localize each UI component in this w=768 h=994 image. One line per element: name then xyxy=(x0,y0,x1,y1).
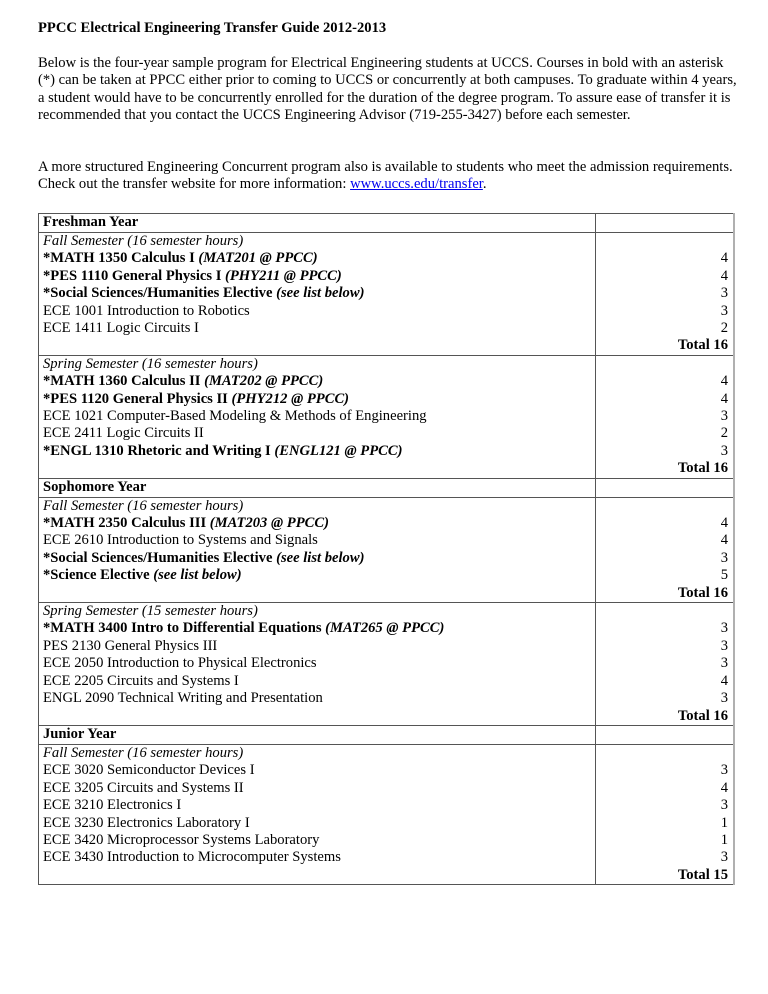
intro-paragraph: Below is the four-year sample program for Electrical Engineering students at UCCS. Courses in bold with an asterisk (*) can be taken at PPCC either prior to coming to UCCS or concurrently at both campuses. To graduate within 4 years, a student would have to be concurrently enrolled for the duration of the degree program. To assure ease of transfer it is recommended that you contact the UCCS Engineering Advisor (719-255-3427) before each semester. xyxy=(38,55,737,124)
year-credits-cell xyxy=(596,725,734,744)
course-note: (see list below) xyxy=(276,285,365,302)
course-note: (PHY212 @ PPCC) xyxy=(231,390,350,407)
course-name: *PES 1110 General Physics I xyxy=(43,267,226,284)
course-name: PES 2130 General Physics III xyxy=(43,637,218,654)
year-header-row xyxy=(39,478,735,497)
course-name: *Science Elective xyxy=(43,567,154,584)
course-item xyxy=(43,690,591,707)
course-item xyxy=(43,250,591,267)
course-note: (MAT203 @ PPCC) xyxy=(209,515,329,532)
course-name: *MATH 2350 Calculus III xyxy=(43,515,210,532)
spacer xyxy=(43,708,591,725)
course-credits: 4 xyxy=(720,515,728,532)
course-credits: 3 xyxy=(720,620,728,637)
course-credits: 3 xyxy=(720,690,728,707)
course-item xyxy=(43,832,591,849)
semester-total: Total 16 xyxy=(677,707,728,724)
course-credits: 1 xyxy=(720,831,728,848)
course-item xyxy=(43,655,591,672)
semester-row xyxy=(39,233,735,356)
course-name: ECE 3230 Electronics Laboratory I xyxy=(43,814,250,831)
course-name: ECE 2411 Logic Circuits II xyxy=(43,425,204,442)
concurrent-paragraph xyxy=(38,159,738,194)
course-name: ECE 3020 Semiconductor Devices I xyxy=(43,762,255,779)
semester-courses-cell xyxy=(39,744,596,884)
year-header-row xyxy=(39,725,735,744)
concurrent-text: A more structured Engineering Concurrent program also is available to students who meet the admission requirements. Check out the transfer website for more information: xyxy=(38,159,733,193)
course-item xyxy=(43,373,591,390)
course-name: *PES 1120 General Physics II xyxy=(43,390,232,407)
course-credits: 3 xyxy=(720,408,728,425)
course-name: ECE 3210 Electronics I xyxy=(43,797,182,814)
semester-courses-cell xyxy=(39,233,596,356)
course-note: (MAT265 @ PPCC) xyxy=(325,620,445,637)
course-name: *MATH 3400 Intro to Differential Equations xyxy=(43,620,326,637)
course-credits: 2 xyxy=(720,425,728,442)
year-cell xyxy=(39,478,596,497)
course-credits: 3 xyxy=(720,302,728,319)
course-name: ECE 3205 Circuits and Systems II xyxy=(43,779,244,796)
course-item xyxy=(43,515,591,532)
course-credits: 5 xyxy=(720,567,728,584)
course-item xyxy=(43,408,591,425)
semester-credits-cell xyxy=(596,603,734,726)
course-credits: 3 xyxy=(720,762,728,779)
course-item xyxy=(43,567,591,584)
course-name: *Social Sciences/Humanities Elective xyxy=(43,549,277,566)
course-name: ECE 1001 Introduction to Robotics xyxy=(43,302,250,319)
year-credits-cell xyxy=(596,478,734,497)
course-credits: 3 xyxy=(720,849,728,866)
course-item xyxy=(43,638,591,655)
course-note: (see list below) xyxy=(153,567,242,584)
course-note: (MAT201 @ PPCC) xyxy=(198,250,318,267)
year-cell xyxy=(39,725,596,744)
course-item xyxy=(43,797,591,814)
course-credits: 2 xyxy=(720,320,728,337)
spacer xyxy=(43,337,591,354)
year-header-row xyxy=(39,214,735,233)
course-credits: 4 xyxy=(720,267,728,284)
semester-row xyxy=(39,744,735,884)
course-item xyxy=(43,425,591,442)
course-item xyxy=(43,550,591,567)
semester-label: Fall Semester (16 semester hours) xyxy=(43,497,244,514)
document-title: PPCC Electrical Engineering Transfer Guide 2012-2013 xyxy=(38,20,387,36)
course-name: ECE 1021 Computer-Based Modeling & Methods of Engineering xyxy=(43,408,427,425)
semester-credits-cell xyxy=(596,355,734,478)
year-label: Junior Year xyxy=(43,725,117,742)
year-credits-cell xyxy=(596,214,734,233)
course-name: ECE 2050 Introduction to Physical Electronics xyxy=(43,655,317,672)
semester-label: Spring Semester (15 semester hours) xyxy=(43,603,258,620)
course-item xyxy=(43,532,591,549)
course-credits: 3 xyxy=(720,655,728,672)
year-label: Sophomore Year xyxy=(43,478,147,495)
course-credits: 1 xyxy=(720,814,728,831)
semester-label: Fall Semester (16 semester hours) xyxy=(43,233,244,249)
semester-courses-cell xyxy=(39,355,596,478)
spacer xyxy=(43,867,591,884)
course-item xyxy=(43,780,591,797)
course-item xyxy=(43,849,591,866)
course-item xyxy=(43,320,591,337)
course-note: (MAT202 @ PPCC) xyxy=(204,373,324,390)
course-name: ECE 3420 Microprocessor Systems Laboratory xyxy=(43,831,320,848)
course-credits: 4 xyxy=(720,373,728,390)
course-item xyxy=(43,673,591,690)
semester-credits-cell xyxy=(596,233,734,356)
course-credits: 4 xyxy=(720,779,728,796)
course-name: ECE 1411 Logic Circuits I xyxy=(43,320,199,337)
semester-credits-cell xyxy=(596,744,734,884)
course-credits: 3 xyxy=(720,797,728,814)
course-item xyxy=(43,620,591,637)
course-credits: 4 xyxy=(720,672,728,689)
course-item xyxy=(43,285,591,302)
semester-row xyxy=(39,497,735,602)
semester-total: Total 16 xyxy=(677,460,728,477)
semester-row xyxy=(39,355,735,478)
semester-row xyxy=(39,603,735,726)
semester-courses-cell xyxy=(39,603,596,726)
course-name: *MATH 1350 Calculus I xyxy=(43,250,199,267)
course-credits: 4 xyxy=(720,250,728,267)
semester-total: Total 16 xyxy=(677,337,728,354)
semester-courses-cell xyxy=(39,497,596,602)
course-credits: 3 xyxy=(720,637,728,654)
course-name: ECE 2205 Circuits and Systems I xyxy=(43,672,239,689)
course-item xyxy=(43,815,591,832)
course-credits: 4 xyxy=(720,390,728,407)
semester-total: Total 16 xyxy=(677,584,728,601)
course-item xyxy=(43,443,591,460)
course-note: (PHY211 @ PPCC) xyxy=(225,267,342,284)
course-note: (see list below) xyxy=(276,549,365,566)
course-name: *Social Sciences/Humanities Elective xyxy=(43,285,277,302)
concurrent-text-end: . xyxy=(482,176,487,193)
course-name: ECE 2610 Introduction to Systems and Signals xyxy=(43,532,318,549)
transfer-website-link[interactable]: www.uccs.edu/transfer xyxy=(350,176,483,193)
course-credits: 3 xyxy=(720,549,728,566)
spacer xyxy=(43,460,591,477)
course-item xyxy=(43,268,591,285)
spacer xyxy=(43,585,591,602)
course-item xyxy=(43,303,591,320)
course-item xyxy=(43,391,591,408)
course-item xyxy=(43,762,591,779)
semester-label: Fall Semester (16 semester hours) xyxy=(43,744,244,761)
course-credits: 3 xyxy=(720,285,728,302)
year-label: Freshman Year xyxy=(43,214,139,230)
course-name: ENGL 2090 Technical Writing and Presentation xyxy=(43,690,323,707)
course-name: *ENGL 1310 Rhetoric and Writing I xyxy=(43,442,275,459)
course-plan-table xyxy=(38,213,735,885)
course-name: ECE 3430 Introduction to Microcomputer Systems xyxy=(43,849,341,866)
course-credits: 4 xyxy=(720,532,728,549)
course-name: *MATH 1360 Calculus II xyxy=(43,373,205,390)
semester-credits-cell xyxy=(596,497,734,602)
course-note: (ENGL121 @ PPCC) xyxy=(274,442,403,459)
semester-label: Spring Semester (16 semester hours) xyxy=(43,355,258,372)
semester-total: Total 15 xyxy=(677,866,728,883)
course-credits: 3 xyxy=(720,442,728,459)
year-cell xyxy=(39,214,596,233)
